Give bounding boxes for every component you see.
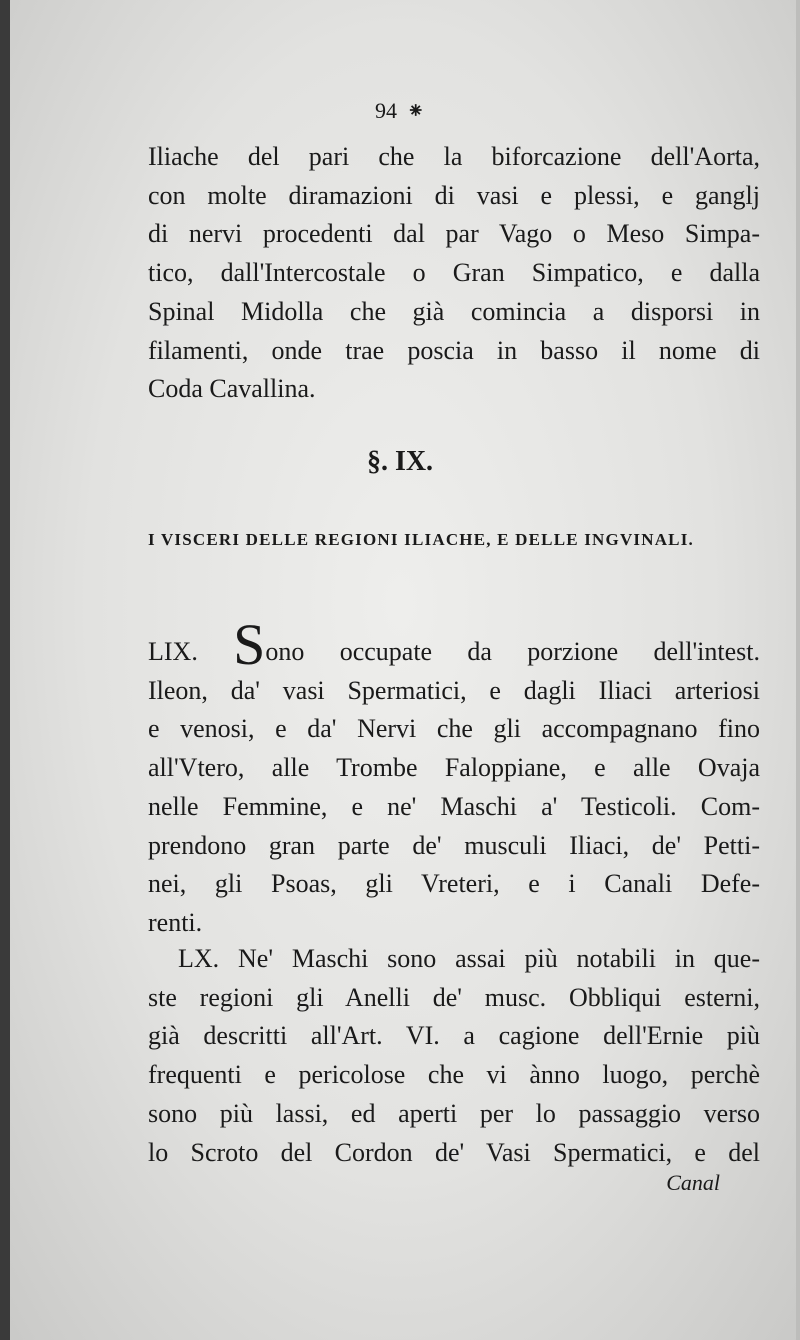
text-line: Coda Cavallina. <box>148 374 316 404</box>
paragraph-number: LIX. <box>148 637 198 666</box>
paragraph-lx <box>148 940 760 1172</box>
text-line: con molte diramazioni di vasi e plessi, e ganglj <box>148 180 760 210</box>
section-title: I VISCERI DELLE REGIONI ILIACHE, E DELLE INGVINALI. <box>148 530 694 549</box>
page-number: 94 <box>375 98 398 123</box>
text-line-rest: Ne' Maschi sono assai più notabili in que- <box>238 944 761 973</box>
text-line: nelle Femmine, e ne' Maschi a' Testicoli. Com- <box>148 791 760 821</box>
text-line: frequenti e pericolose che vi ànno luogo, perchè <box>148 1060 760 1090</box>
paragraph-top <box>148 138 760 409</box>
ornament-icon: ⁕ <box>406 98 425 123</box>
text-line: e venosi, e da' Nervi che gli accompagnano fino <box>148 714 760 744</box>
page-edge-right <box>796 0 800 1340</box>
text-line: di nervi procedenti dal par Vago o Meso Simpa- <box>148 219 760 249</box>
text-line: lo Scroto del Cordon de' Vasi Spermatici, e del <box>148 1137 760 1167</box>
text-line: già descritti all'Art. VI. a cagione dell'Ernie più <box>148 1021 760 1051</box>
text-line: renti. <box>148 907 203 937</box>
text-line: prendono gran parte de' musculi Iliaci, de' Petti- <box>148 830 760 860</box>
text-line-first <box>148 612 761 677</box>
text-line: Iliache del pari che la biforcazione dell'Aorta, <box>148 142 760 171</box>
paragraph-number: LX. <box>178 944 220 973</box>
page-edge-shadow <box>0 0 10 1340</box>
text-line-first <box>148 940 760 979</box>
catchword: Canal <box>666 1170 720 1195</box>
text-line: tico, dall'Intercostale o Gran Simpatico, e dalla <box>148 258 760 288</box>
text-line: nei, gli Psoas, gli Vreteri, e i Canali Defe- <box>148 869 760 899</box>
text-line: Spinal Midolla che già comincia a disporsi in <box>148 296 760 326</box>
text-line-rest: ono occupate da porzione dell'intest. <box>265 637 761 666</box>
section-heading: §. IX. <box>366 446 434 477</box>
text-line: Ileon, da' vasi Spermatici, e dagli Iliaci arteriosi <box>148 675 760 705</box>
text-line: filamenti, onde trae poscia in basso il nome di <box>148 335 760 365</box>
paragraph-lix <box>148 612 761 943</box>
text-line: ste regioni gli Anelli de' musc. Obbliqui esterni, <box>148 982 760 1012</box>
text-line: all'Vtero, alle Trombe Faloppiane, e alle Ovaja <box>148 753 760 783</box>
drop-cap: S <box>233 612 266 677</box>
page-header <box>0 98 800 124</box>
text-line: sono più lassi, ed aperti per lo passaggio verso <box>148 1098 760 1128</box>
